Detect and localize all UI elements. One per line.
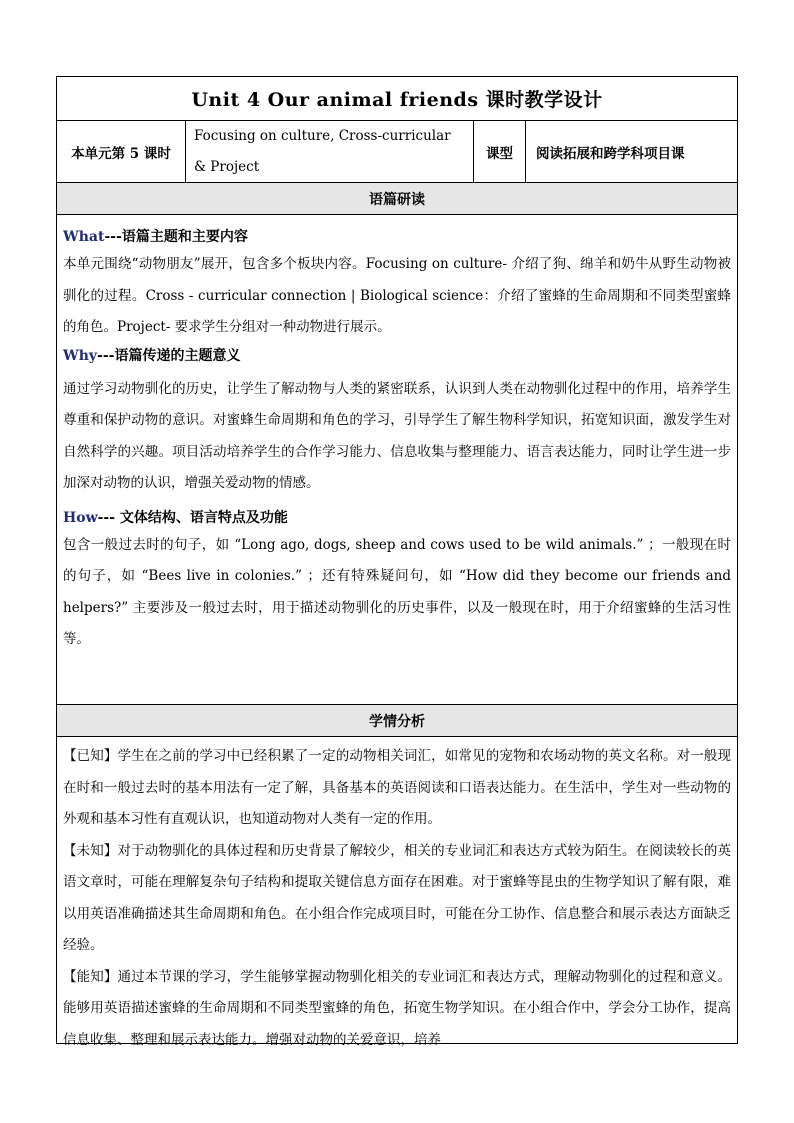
- meta-row: [57, 121, 737, 183]
- how-heading: [63, 506, 731, 530]
- how-key: How: [63, 509, 98, 526]
- lesson-plan-table: [56, 76, 738, 1048]
- what-heading: [63, 225, 731, 249]
- why-key: Why: [63, 347, 98, 364]
- text-analysis-header: 语篇研读: [57, 183, 737, 215]
- lesson-topic-cell: Focusing on culture, Cross-curricular & Project: [186, 121, 474, 182]
- student-analysis-section: [57, 737, 737, 1048]
- what-key: What: [63, 229, 105, 245]
- unknown-paragraph: 【未知】对于动物驯化的具体过程和历史背景了解较少，相关的专业词汇和表达方式较为陌生。在阅读较长的英语文章时，可能在理解复杂句子结构和提取关键信息方面存在困难。对于蜜蜂等昆虫的生物学知识了解有限，难以用英语准确描述其生命周期和角色。在小组合作完成项目时，可能在分工协作、信息整合和展示表达方面缺乏经验。: [63, 842, 731, 953]
- lesson-type-value: 阅读拓展和跨学科项目课: [536, 145, 685, 162]
- document-title: Unit 4 Our animal friends 课时教学设计: [57, 77, 737, 121]
- text-analysis-section: [57, 215, 737, 705]
- able-paragraph: 【能知】通过本节课的学习，学生能够掌握动物驯化相关的专业词汇和表达方式，理解动物驯化的过程和意义。能够用英语描述蜜蜂的生命周期和不同类型蜜蜂的角色，拓宽生物学知识。在小组合作中，学会分工协作，提高信息收集、整理和展示表达能力。增强对动物的关爱意识，培养: [63, 968, 731, 1048]
- why-paragraph: 通过学习动物驯化的历史，让学生了解动物与人类的紧密联系，认识到人类在动物驯化过程中的作用，培养学生尊重和保护动物的意识。对蜜蜂生命周期和角色的学习，引导学生了解生物科学知识，拓宽知识面，激发学生对自然科学的兴趣。项目活动培养学生的合作学习能力、信息收集与整理能力、语言表达能力，同时让学生进一步加深对动物的认识，增强关爱动物的情感。: [63, 380, 731, 491]
- lesson-number-cell: 本单元第 5 课时: [57, 121, 186, 182]
- what-title: ---语篇主题和主要内容: [104, 229, 248, 245]
- why-title: ---语篇传递的主题意义: [97, 347, 241, 364]
- why-heading: [63, 344, 731, 368]
- how-title: --- 文体结构、语言特点及功能: [97, 509, 288, 526]
- lesson-type-label: 课型: [474, 121, 526, 182]
- known-paragraph: 【已知】学生在之前的学习中已经积累了一定的动物相关词汇，如常见的宠物和农场动物的英文名称。对一般现在时和一般过去时的基本用法有一定了解，具备基本的英语阅读和口语表达能力。在生活中，学生对一些动物的外观和基本习性有直观认识，也知道动物对人类有一定的作用。: [63, 748, 731, 827]
- student-analysis-header: 学情分析: [57, 705, 737, 737]
- how-paragraph: 包含一般过去时的句子，如 “Long ago, dogs, sheep and cows used to be wild animals.” ；一般现在时的句子，如 “Bees live in colonies.” ；还有特殊疑问句，如 “How did they become our friends and helpers?” 主要涉及一般过去时，用于描述动物驯化的历史事件，以及一般现在时，用于介绍蜜蜂的生活习性等。: [63, 536, 731, 647]
- what-paragraph: 本单元围绕“动物朋友”展开，包含多个板块内容。Focusing on culture- 介绍了狗、绵羊和奶牛从野生动物被驯化的过程。Cross - curricular connection | Biological science：介绍了蜜蜂的生命周期和不同类型蜜蜂的角色。Project- 要求学生分组对一种动物进行展示。: [63, 256, 731, 335]
